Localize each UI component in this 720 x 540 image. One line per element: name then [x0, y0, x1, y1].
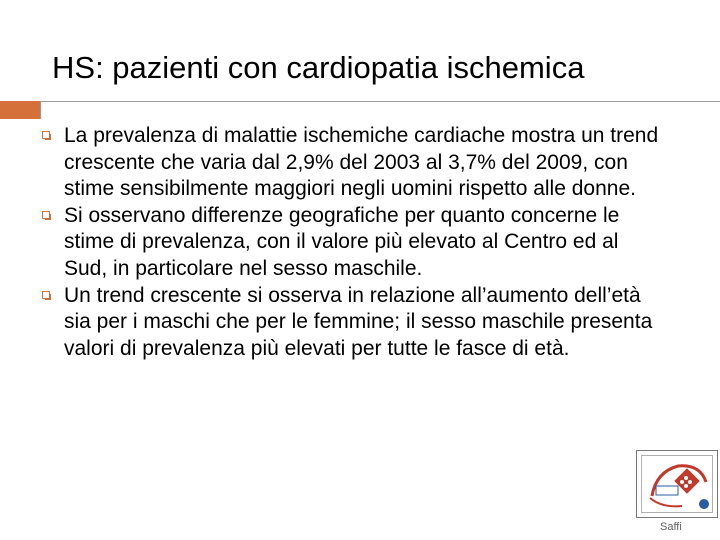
- logo-frame: [641, 455, 713, 513]
- bullet-text: Un trend crescente si osserva in relazione all’aumento dell’età sia per i maschi che per le femmine; il sesso maschile presenta valori di prevalenza più elevati per tutte le fasce di età.: [64, 283, 653, 360]
- hollow-square-bullet-icon: [42, 291, 50, 299]
- health-search-logo-icon: [636, 450, 718, 518]
- footer-author: Saffi: [660, 521, 682, 533]
- hollow-square-bullet-icon: [42, 131, 50, 139]
- bullet-text: La prevalenza di malattie ischemiche cardiache mostra un trend crescente che varia dal 2,9% del 2003 al 3,7% del 2009, con stime sensibilmente maggiori negli uomini rispetto alle donne.: [64, 124, 659, 201]
- title-accent-bar: [0, 101, 40, 119]
- bullet-item-2: [40, 203, 660, 283]
- bullet-item-3: [40, 283, 660, 363]
- bullet-text: Si osservano differenze geografiche per quanto concerne le stime di prevalenza, con il valore più elevato al Centro ed al Sud, in particolare nel sesso maschile.: [64, 203, 620, 280]
- slide-title: HS: pazienti con cardiopatia ischemica: [52, 50, 585, 85]
- bullet-list: [40, 123, 660, 362]
- hollow-square-bullet-icon: [42, 211, 50, 219]
- title-divider: [40, 101, 720, 119]
- logo-graphic: [642, 456, 714, 514]
- bullet-item-1: [40, 123, 660, 203]
